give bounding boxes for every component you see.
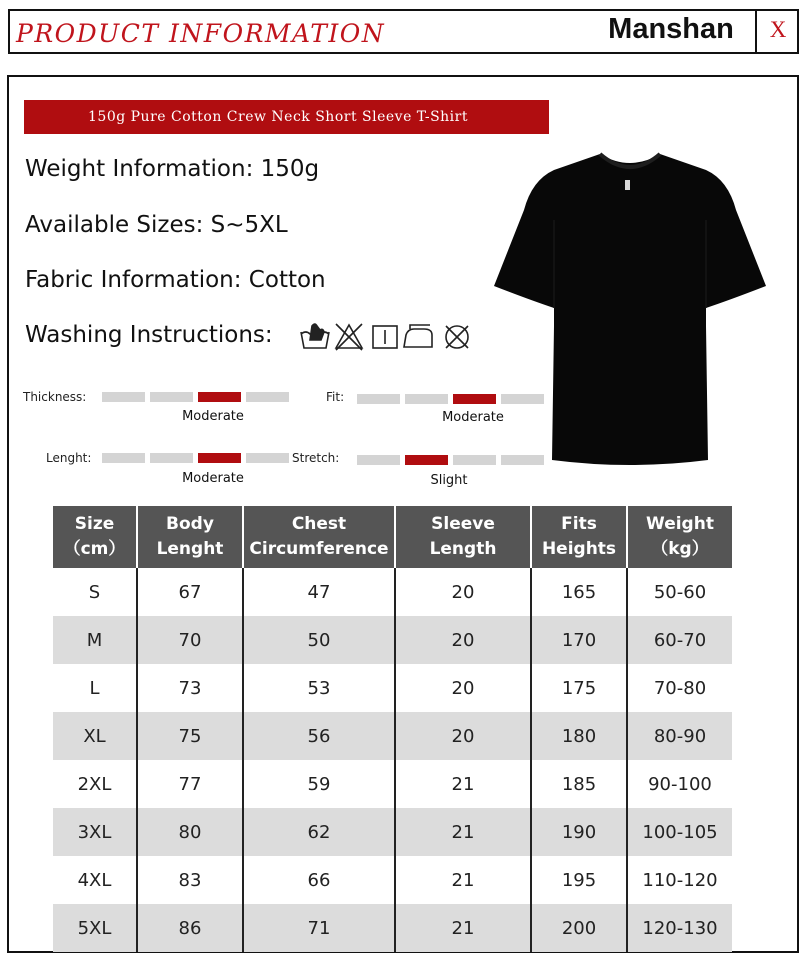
table-cell: 20 bbox=[395, 568, 531, 616]
table-cell: 110-120 bbox=[642, 869, 718, 891]
table-cell: 120-130 bbox=[627, 904, 732, 952]
table-cell: 56 bbox=[243, 712, 395, 760]
washing-info: Washing Instructions: bbox=[25, 322, 273, 348]
brand-name: Manshan bbox=[608, 13, 734, 45]
stretch-label: Stretch: bbox=[292, 451, 340, 465]
table-cell: 75 bbox=[137, 712, 243, 760]
length-label: Lenght: bbox=[46, 451, 92, 465]
table-cell: 165 bbox=[531, 568, 627, 616]
header-divider bbox=[755, 11, 757, 52]
table-cell: 80 bbox=[137, 808, 243, 856]
table-cell: 50-60 bbox=[653, 581, 707, 603]
fabric-info: Fabric Information: Cotton bbox=[25, 267, 326, 293]
table-cell: L bbox=[53, 664, 137, 712]
header-bar bbox=[8, 9, 799, 54]
table-cell: 47 bbox=[243, 568, 395, 616]
header-chest: Chest Circumference bbox=[243, 506, 395, 568]
table-cell: 185 bbox=[531, 760, 627, 808]
tumble-dry-icon bbox=[373, 326, 397, 348]
header-sleeve: Sleeve Length bbox=[395, 506, 531, 568]
stretch-scale bbox=[357, 455, 544, 465]
table-cell: 5XL bbox=[53, 904, 137, 952]
header-size: Size （cm） bbox=[53, 506, 137, 568]
table-row bbox=[53, 904, 732, 952]
washing-icons bbox=[298, 320, 474, 352]
fit-value: Moderate bbox=[442, 410, 504, 425]
scale-segment bbox=[357, 394, 400, 404]
table-cell: 70 bbox=[137, 616, 243, 664]
fit-scale bbox=[357, 394, 544, 404]
table-cell: 20 bbox=[395, 712, 531, 760]
table-cell: 21 bbox=[395, 856, 531, 904]
table-cell: 66 bbox=[243, 856, 395, 904]
table-row bbox=[53, 808, 732, 856]
table-row bbox=[53, 712, 732, 760]
scale-segment-selected bbox=[198, 453, 241, 463]
table-cell: 60-70 bbox=[627, 616, 732, 664]
table-cell: 4XL bbox=[53, 856, 137, 904]
scale-segment bbox=[453, 455, 496, 465]
table-header-row bbox=[53, 506, 732, 568]
table-cell: 50 bbox=[243, 616, 395, 664]
scale-segment bbox=[102, 392, 145, 402]
scale-segment-selected bbox=[453, 394, 496, 404]
table-cell: 67 bbox=[137, 568, 243, 616]
scale-segment bbox=[246, 453, 289, 463]
tshirt-image bbox=[492, 150, 768, 468]
close-button[interactable]: X bbox=[769, 17, 787, 42]
iron-icon bbox=[404, 325, 432, 347]
thickness-scale bbox=[102, 392, 289, 402]
no-bleach-icon bbox=[336, 324, 362, 350]
no-dry-clean-icon bbox=[446, 326, 468, 348]
stretch-value: Slight bbox=[430, 473, 468, 488]
table-cell: 59 bbox=[243, 760, 395, 808]
table-row bbox=[53, 760, 732, 808]
header-weight: Weight （kg） bbox=[627, 506, 732, 568]
table-cell: 2XL bbox=[53, 760, 137, 808]
thickness-value: Moderate bbox=[182, 409, 244, 424]
scale-segment bbox=[150, 392, 193, 402]
header-fits-heights: Fits Heights bbox=[531, 506, 627, 568]
table-cell: 90-100 bbox=[648, 773, 712, 795]
table-cell: 62 bbox=[243, 808, 395, 856]
scale-segment bbox=[405, 394, 448, 404]
table-cell: 71 bbox=[243, 904, 395, 952]
table-cell: XL bbox=[53, 712, 137, 760]
table-row bbox=[53, 856, 732, 904]
table-row bbox=[53, 568, 732, 616]
scale-segment bbox=[357, 455, 400, 465]
table-cell: 53 bbox=[243, 664, 395, 712]
scale-segment bbox=[150, 453, 193, 463]
table-row bbox=[53, 664, 732, 712]
weight-info: Weight Information: 150g bbox=[25, 156, 320, 182]
scale-segment-selected bbox=[405, 455, 448, 465]
table-cell: 175 bbox=[531, 664, 627, 712]
length-value: Moderate bbox=[182, 471, 244, 486]
table-cell: 70-80 bbox=[653, 677, 707, 699]
table-cell: 170 bbox=[531, 616, 627, 664]
page-title: PRODUCT INFORMATION bbox=[16, 19, 386, 48]
table-cell: 20 bbox=[395, 664, 531, 712]
table-cell: 190 bbox=[531, 808, 627, 856]
table-cell: 20 bbox=[395, 616, 531, 664]
table-cell: 73 bbox=[137, 664, 243, 712]
table-cell: 21 bbox=[395, 904, 531, 952]
hand-wash-icon bbox=[301, 324, 329, 348]
table-cell: 83 bbox=[137, 856, 243, 904]
length-scale bbox=[102, 453, 289, 463]
table-cell: 21 bbox=[395, 808, 531, 856]
product-name-banner: 150g Pure Cotton Crew Neck Short Sleeve T-Shirt bbox=[24, 100, 549, 134]
scale-segment-selected bbox=[198, 392, 241, 402]
table-row bbox=[53, 616, 732, 664]
scale-segment bbox=[501, 455, 544, 465]
table-cell: 100-105 bbox=[627, 808, 732, 856]
table-cell: M bbox=[53, 616, 137, 664]
table-cell: 77 bbox=[137, 760, 243, 808]
fit-label: Fit: bbox=[326, 390, 345, 404]
table-cell: 80-90 bbox=[627, 712, 732, 760]
table-cell: 180 bbox=[531, 712, 627, 760]
scale-segment bbox=[501, 394, 544, 404]
scale-segment bbox=[246, 392, 289, 402]
table-cell: S bbox=[53, 568, 137, 616]
scale-segment bbox=[102, 453, 145, 463]
table-cell: 86 bbox=[137, 904, 243, 952]
sizes-info: Available Sizes: S~5XL bbox=[25, 212, 288, 238]
thickness-label: Thickness: bbox=[23, 390, 87, 404]
table-cell: 200 bbox=[531, 904, 627, 952]
table-cell: 21 bbox=[395, 760, 531, 808]
table-cell: 195 bbox=[531, 856, 627, 904]
header-body-length: Body Lenght bbox=[137, 506, 243, 568]
table-cell: 3XL bbox=[53, 808, 137, 856]
size-chart-table bbox=[53, 506, 732, 952]
